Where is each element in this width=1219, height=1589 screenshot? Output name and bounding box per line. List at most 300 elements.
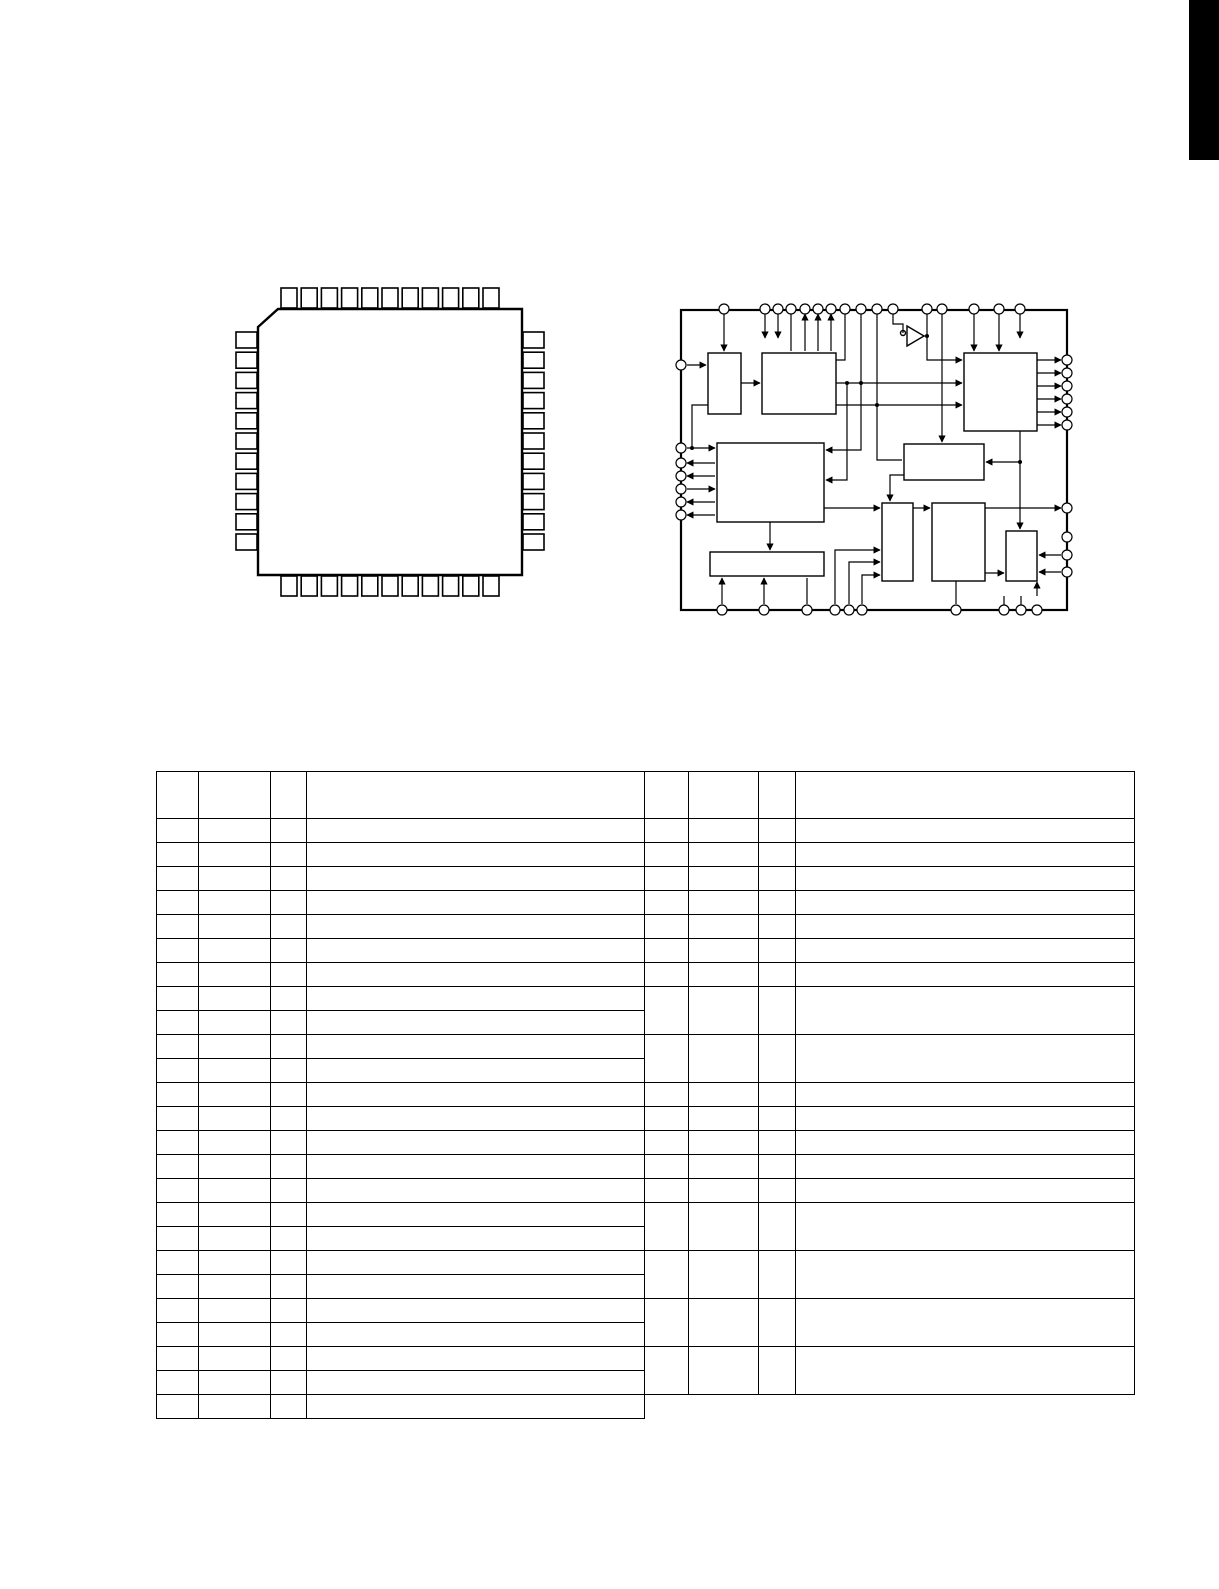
table-cell xyxy=(796,891,1135,915)
block-diagram xyxy=(675,300,1080,630)
table-cell xyxy=(796,1347,1135,1395)
table-cell xyxy=(157,987,199,1011)
table-cell xyxy=(796,1035,1135,1083)
diagram-terminal xyxy=(830,605,840,615)
table-row xyxy=(157,1035,1135,1059)
table-cell xyxy=(271,1179,307,1203)
table-row xyxy=(157,1299,1135,1323)
table-cell xyxy=(157,963,199,987)
table-cell xyxy=(271,867,307,891)
table-cell xyxy=(796,1131,1135,1155)
ic-pin-layout xyxy=(226,285,551,605)
table-cell xyxy=(199,1275,271,1299)
diagram-terminal xyxy=(813,304,823,314)
table-row xyxy=(157,987,1135,1011)
diagram-terminal xyxy=(969,304,979,314)
table-cell xyxy=(157,1083,199,1107)
table-cell xyxy=(689,891,759,915)
table-cell xyxy=(271,843,307,867)
diagram-wire xyxy=(890,475,904,501)
table-cell xyxy=(157,1131,199,1155)
table-cell xyxy=(307,1371,645,1395)
table-cell xyxy=(796,1251,1135,1299)
table-cell xyxy=(271,1083,307,1107)
junction-dot xyxy=(859,381,863,385)
table-cell xyxy=(307,987,645,1011)
table-cell xyxy=(157,1323,199,1347)
table-row xyxy=(157,1131,1135,1155)
diagram-terminal xyxy=(676,458,686,468)
header-cell xyxy=(689,772,759,819)
table-cell xyxy=(157,1011,199,1035)
table-cell xyxy=(271,1131,307,1155)
diagram-terminal xyxy=(1062,567,1072,577)
junction-dot xyxy=(1018,460,1022,464)
table-cell xyxy=(307,1275,645,1299)
table-cell xyxy=(271,1035,307,1059)
table-cell xyxy=(759,987,796,1035)
package-outline xyxy=(258,309,522,575)
table-cell xyxy=(796,843,1135,867)
table-cell xyxy=(645,1203,689,1251)
table-cell xyxy=(759,1131,796,1155)
diagram-terminal xyxy=(1016,605,1026,615)
junction-dot xyxy=(925,334,929,338)
diagram-terminal xyxy=(676,497,686,507)
table-cell xyxy=(796,1083,1135,1107)
ic-pin xyxy=(402,576,418,596)
table-cell xyxy=(689,1083,759,1107)
ic-pin xyxy=(236,352,257,368)
pins-left xyxy=(236,332,257,550)
table-cell xyxy=(199,1299,271,1323)
table-row xyxy=(157,1155,1135,1179)
diagram-wire xyxy=(836,314,845,360)
diagram-wire xyxy=(835,550,880,604)
table-cell xyxy=(271,1203,307,1227)
header-cell xyxy=(759,772,796,819)
table-row xyxy=(157,1347,1135,1371)
diagram-terminal xyxy=(844,605,854,615)
table-cell xyxy=(759,1083,796,1107)
table-cell xyxy=(307,1347,645,1371)
table-cell xyxy=(759,1299,796,1347)
table-cell xyxy=(796,939,1135,963)
ic-pin xyxy=(236,433,257,449)
table-cell xyxy=(645,1131,689,1155)
diagram-terminal xyxy=(717,605,727,615)
table-cell xyxy=(796,1107,1135,1131)
table-cell xyxy=(307,1083,645,1107)
diagram-terminal xyxy=(676,360,686,370)
table-cell xyxy=(199,1203,271,1227)
table-row xyxy=(157,867,1135,891)
table-cell xyxy=(157,1059,199,1083)
ic-pin xyxy=(523,352,544,368)
table-cell xyxy=(199,1251,271,1275)
table-cell xyxy=(759,819,796,843)
table-cell xyxy=(759,1179,796,1203)
table-cell xyxy=(307,1059,645,1083)
header-cell xyxy=(199,772,271,819)
ic-pin xyxy=(422,576,438,596)
table-cell xyxy=(307,1323,645,1347)
diagram-terminal xyxy=(760,304,770,314)
table-cell xyxy=(271,1395,307,1419)
table-cell xyxy=(199,1155,271,1179)
table-row xyxy=(157,843,1135,867)
table-cell xyxy=(157,939,199,963)
diagram-terminal xyxy=(994,304,1004,314)
table-cell xyxy=(645,1035,689,1083)
table-cell xyxy=(271,1227,307,1251)
table-cell xyxy=(796,963,1135,987)
table-cell xyxy=(307,843,645,867)
diagram-terminal xyxy=(676,471,686,481)
table-cell xyxy=(199,1083,271,1107)
diagram-wire xyxy=(893,314,903,333)
table-cell xyxy=(796,1203,1135,1251)
table-cell xyxy=(307,1107,645,1131)
table-row xyxy=(157,1395,1135,1419)
block-mux xyxy=(882,503,913,581)
diagram-terminal xyxy=(676,484,686,494)
table-cell xyxy=(759,843,796,867)
table-cell xyxy=(271,1155,307,1179)
pins-top xyxy=(281,288,499,308)
header-cell xyxy=(271,772,307,819)
table-cell xyxy=(759,891,796,915)
table-cell xyxy=(759,1155,796,1179)
table-cell xyxy=(199,843,271,867)
table-cell xyxy=(271,1011,307,1035)
header-cell xyxy=(157,772,199,819)
table-cell xyxy=(796,867,1135,891)
table-cell xyxy=(271,1059,307,1083)
table-cell xyxy=(271,1299,307,1323)
table-cell xyxy=(307,1251,645,1275)
table-cell xyxy=(759,1347,796,1395)
ic-pin xyxy=(443,576,459,596)
table-cell xyxy=(645,915,689,939)
table-cell xyxy=(645,819,689,843)
table-cell xyxy=(689,1299,759,1347)
table-cell xyxy=(157,915,199,939)
table-cell xyxy=(199,963,271,987)
table-cell xyxy=(307,891,645,915)
diagram-terminal xyxy=(786,304,796,314)
table-cell xyxy=(796,1179,1135,1203)
table-cell xyxy=(199,915,271,939)
ic-pin xyxy=(236,413,257,429)
table-cell xyxy=(157,1227,199,1251)
ic-pin xyxy=(321,288,337,308)
ic-pin xyxy=(281,288,297,308)
block-input xyxy=(708,353,741,414)
table-row xyxy=(157,963,1135,987)
diagram-terminal xyxy=(759,605,769,615)
table-cell xyxy=(689,939,759,963)
diagram-terminal xyxy=(872,304,882,314)
ic-pin xyxy=(236,372,257,388)
ic-pin xyxy=(402,288,418,308)
block-driver xyxy=(1006,531,1037,581)
diagram-terminal xyxy=(1062,532,1072,542)
table-cell xyxy=(645,1299,689,1347)
chip-boundary xyxy=(681,310,1067,610)
diagram-terminal xyxy=(888,304,898,314)
ic-pin xyxy=(236,393,257,409)
table-cell xyxy=(271,1347,307,1371)
ic-pin xyxy=(463,288,479,308)
table-row xyxy=(157,1083,1135,1107)
table-cell xyxy=(157,1035,199,1059)
ic-pin xyxy=(523,372,544,388)
table-cell xyxy=(689,1251,759,1299)
table-cell xyxy=(689,843,759,867)
table-cell xyxy=(645,1179,689,1203)
table-cell xyxy=(307,1203,645,1227)
table-cell xyxy=(645,1347,689,1395)
diagram-wire xyxy=(862,575,880,604)
diagram-terminal xyxy=(676,443,686,453)
table-cell xyxy=(307,819,645,843)
table-cell xyxy=(689,915,759,939)
table-cell xyxy=(199,1011,271,1035)
ic-pin xyxy=(321,576,337,596)
table-cell xyxy=(759,963,796,987)
ic-pin xyxy=(362,576,378,596)
table-cell xyxy=(645,963,689,987)
diagram-wire xyxy=(692,405,708,448)
table-cell xyxy=(271,1107,307,1131)
table-cell xyxy=(645,939,689,963)
table-cell xyxy=(271,915,307,939)
ic-pin xyxy=(382,576,398,596)
table-cell xyxy=(199,1371,271,1395)
diagram-terminal xyxy=(800,304,810,314)
table-cell xyxy=(157,819,199,843)
table-cell xyxy=(689,867,759,891)
table-cell xyxy=(796,915,1135,939)
ic-pin xyxy=(236,534,257,550)
table-cell xyxy=(157,1179,199,1203)
table-cell xyxy=(199,1131,271,1155)
table-cell xyxy=(796,819,1135,843)
diagram-wire xyxy=(849,562,880,604)
block-mid xyxy=(904,444,984,480)
table-cell xyxy=(307,1395,645,1419)
ic-pin xyxy=(523,534,544,550)
table-cell xyxy=(689,1155,759,1179)
table-cell xyxy=(199,939,271,963)
diagram-terminal xyxy=(1062,550,1072,560)
table-cell xyxy=(271,1323,307,1347)
diagram-terminal xyxy=(937,304,947,314)
table-cell xyxy=(689,987,759,1035)
ic-pin xyxy=(236,332,257,348)
diagram-terminal xyxy=(1062,368,1072,378)
table-cell xyxy=(199,987,271,1011)
table-cell xyxy=(307,963,645,987)
table-cell xyxy=(759,1107,796,1131)
ic-pin xyxy=(523,494,544,510)
page-edge-tab xyxy=(1189,0,1219,160)
table-cell xyxy=(271,939,307,963)
diagram-terminal xyxy=(857,605,867,615)
table-cell xyxy=(307,1155,645,1179)
table-row xyxy=(157,915,1135,939)
table-row xyxy=(157,939,1135,963)
ic-pin xyxy=(342,576,358,596)
ic-pin xyxy=(523,332,544,348)
header-cell xyxy=(796,772,1135,819)
table-cell xyxy=(645,1083,689,1107)
table-cell xyxy=(307,1011,645,1035)
table-cell xyxy=(759,939,796,963)
table-cell xyxy=(307,1035,645,1059)
table-cell xyxy=(689,1179,759,1203)
table-row xyxy=(157,1179,1135,1203)
ic-pin xyxy=(301,288,317,308)
table-cell xyxy=(199,1059,271,1083)
block-output xyxy=(964,353,1037,431)
table-cell xyxy=(271,1371,307,1395)
table-cell xyxy=(645,1155,689,1179)
table-cell xyxy=(271,963,307,987)
table-cell xyxy=(199,1107,271,1131)
table-cell xyxy=(307,1299,645,1323)
ic-pin xyxy=(483,288,499,308)
diagram-terminal xyxy=(1062,394,1072,404)
diagram-wire xyxy=(877,314,902,460)
table-cell xyxy=(271,819,307,843)
table-cell xyxy=(157,1347,199,1371)
table-cell xyxy=(645,891,689,915)
table-cell xyxy=(307,1131,645,1155)
block-controller xyxy=(717,443,824,522)
table-cell xyxy=(157,1251,199,1275)
table-row xyxy=(157,819,1135,843)
table-cell xyxy=(689,1107,759,1131)
block-processor xyxy=(932,503,985,581)
table-cell xyxy=(157,1155,199,1179)
table-cell xyxy=(689,963,759,987)
table-cell xyxy=(689,1347,759,1395)
diagram-terminal xyxy=(1062,381,1072,391)
table-cell xyxy=(157,843,199,867)
diagram-terminal xyxy=(1062,420,1072,430)
table-cell xyxy=(689,1035,759,1083)
diagram-terminal xyxy=(856,304,866,314)
table-cell xyxy=(689,819,759,843)
ic-pin xyxy=(523,514,544,530)
table-cell xyxy=(759,1251,796,1299)
diagram-terminal xyxy=(1062,503,1072,513)
table-cell xyxy=(645,843,689,867)
table-cell xyxy=(796,987,1135,1035)
table-cell xyxy=(199,1035,271,1059)
table-cell xyxy=(199,867,271,891)
table-cell xyxy=(199,1179,271,1203)
table-row xyxy=(157,1107,1135,1131)
table-cell xyxy=(271,1275,307,1299)
ic-pin xyxy=(463,576,479,596)
diagram-terminal xyxy=(951,605,961,615)
header-cell xyxy=(645,772,689,819)
table-cell xyxy=(271,1251,307,1275)
table-cell xyxy=(157,1203,199,1227)
ic-pin xyxy=(443,288,459,308)
table-cell xyxy=(157,867,199,891)
table-cell xyxy=(307,1227,645,1251)
diagram-terminal xyxy=(922,304,932,314)
table-cell xyxy=(645,1107,689,1131)
table-cell xyxy=(307,1179,645,1203)
table-row xyxy=(157,1251,1135,1275)
diagram-terminal xyxy=(1032,605,1042,615)
table-cell xyxy=(157,891,199,915)
table-cell xyxy=(307,915,645,939)
diagram-terminal xyxy=(676,510,686,520)
table-cell xyxy=(157,1275,199,1299)
block-register xyxy=(762,353,836,414)
ic-pin xyxy=(236,514,257,530)
junction-dot xyxy=(875,403,879,407)
ic-pin xyxy=(523,413,544,429)
ic-pin xyxy=(523,393,544,409)
ic-pin xyxy=(483,576,499,596)
table-row xyxy=(157,891,1135,915)
diagram-terminal xyxy=(999,605,1009,615)
table-cell xyxy=(271,987,307,1011)
diagram-terminal xyxy=(1015,304,1025,314)
table-header-row xyxy=(157,772,1135,819)
ic-pin xyxy=(236,494,257,510)
table-cell xyxy=(157,1299,199,1323)
table-cell xyxy=(689,1131,759,1155)
ic-pin xyxy=(236,473,257,489)
pin-function-table xyxy=(156,771,1135,1419)
table-cell xyxy=(645,1251,689,1299)
table-cell xyxy=(199,1347,271,1371)
block-bottom-bus xyxy=(710,552,824,576)
pins-bottom xyxy=(281,576,499,596)
diagram-terminal xyxy=(719,304,729,314)
table-cell xyxy=(796,1155,1135,1179)
table-cell xyxy=(199,819,271,843)
diagram-wire xyxy=(826,383,861,450)
junction-dot xyxy=(690,446,694,450)
ic-pin xyxy=(362,288,378,308)
diagram-terminal xyxy=(1062,355,1072,365)
diagram-terminal xyxy=(1062,407,1072,417)
table-cell xyxy=(689,1203,759,1251)
ic-pin xyxy=(281,576,297,596)
diagram-terminal xyxy=(840,304,850,314)
ic-pin xyxy=(523,453,544,469)
table-cell xyxy=(759,867,796,891)
table-cell xyxy=(199,1323,271,1347)
diagram-wire xyxy=(924,314,927,336)
table-cell xyxy=(157,1395,199,1419)
table-cell xyxy=(645,987,689,1035)
diagram-terminal xyxy=(802,605,812,615)
inverter-symbol xyxy=(907,326,924,346)
table-cell xyxy=(759,1035,796,1083)
table-cell xyxy=(759,1203,796,1251)
junction-dot xyxy=(845,381,849,385)
